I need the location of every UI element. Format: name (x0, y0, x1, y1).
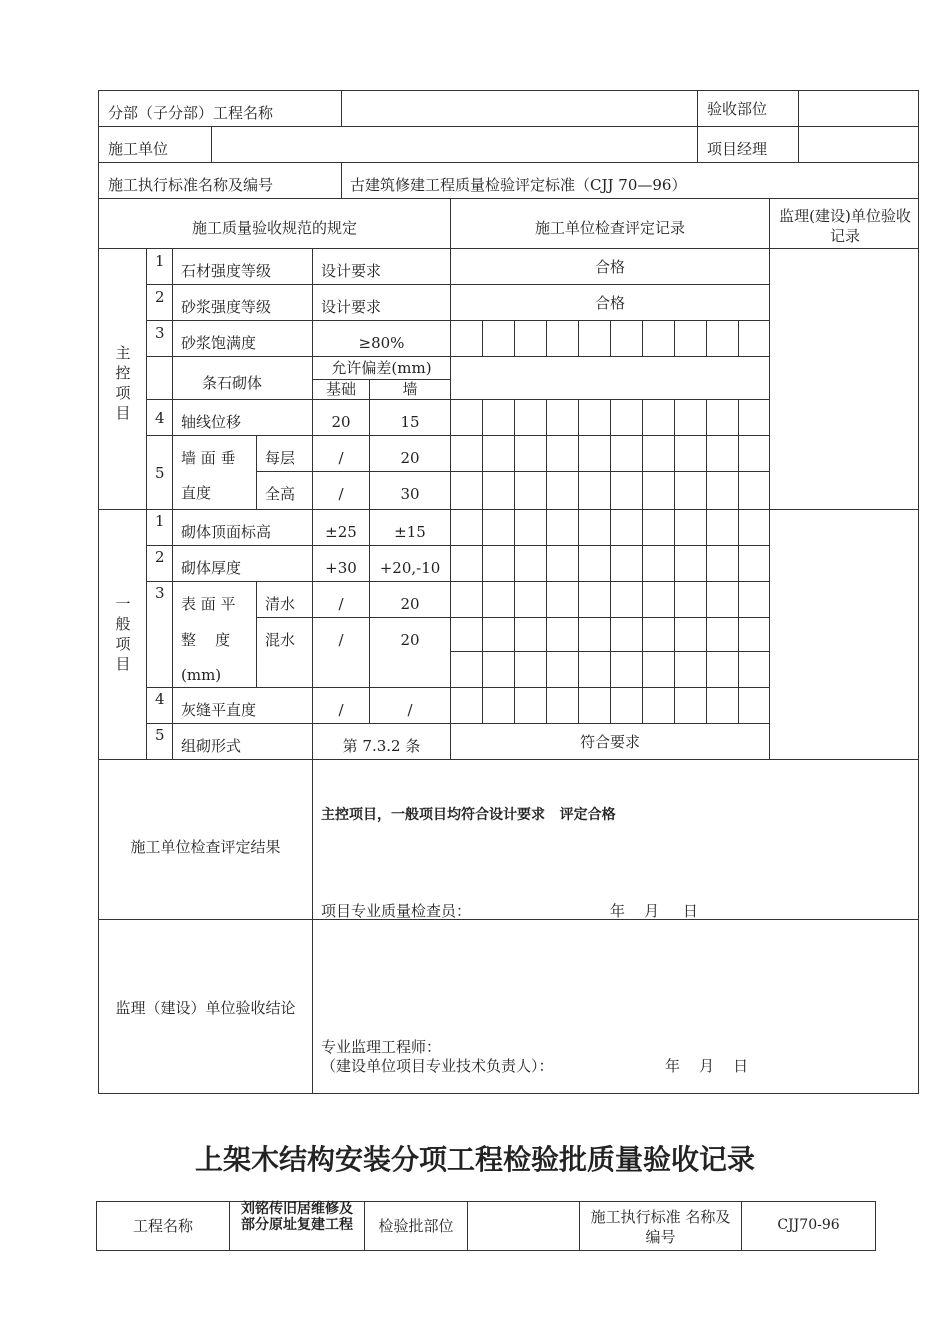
main-row-2-req: 设计要求 (321, 298, 382, 316)
measurement-cell (578, 509, 611, 546)
accept-part-value-cell (798, 90, 919, 127)
measurement-cell (674, 651, 707, 688)
measurement-cell (450, 509, 483, 546)
measurement-cell (482, 471, 515, 510)
conclusion-owner: （建设单位项目专业技术负责人）： (321, 1057, 554, 1075)
measurement-cell (514, 545, 547, 582)
measurement-cell (610, 399, 643, 436)
subdivision-value-cell (341, 90, 698, 127)
measurement-cell (482, 617, 515, 652)
general-row-1-no: 1 (155, 512, 165, 530)
measurement-cell (642, 320, 675, 357)
main-row-1-result: 合格 (594, 258, 625, 276)
main-row-3-item: 砂浆饱满度 (181, 334, 257, 352)
main-row-5-base2: / (338, 485, 344, 503)
main-row-5-sub2: 全高 (265, 485, 296, 503)
batch-part-value-cell (467, 1201, 580, 1251)
general-row-4-base: / (338, 701, 344, 719)
general-row-3-base1: / (338, 595, 344, 613)
main-row-5-sub1: 每层 (265, 449, 296, 467)
general-row-3-wall1: 20 (400, 595, 420, 613)
measurement-cell (546, 399, 579, 436)
measurement-cell (642, 471, 675, 510)
measurement-cell (482, 399, 515, 436)
general-row-2-item: 砌体厚度 (181, 559, 242, 577)
measurement-cell (642, 687, 675, 724)
measurement-cell (610, 545, 643, 582)
measurement-cell (578, 320, 611, 357)
measurement-cell (546, 435, 579, 472)
measurement-cell (514, 581, 547, 618)
measurement-cell (706, 687, 739, 724)
general-row-2-base: +30 (325, 559, 357, 577)
measurement-cell (578, 545, 611, 582)
measurement-cell (514, 320, 547, 357)
measurement-cell (482, 320, 515, 357)
standard-value: 古建筑修建工程质量检验评定标准（CJJ 70—96） (350, 176, 687, 194)
measurement-cell (642, 581, 675, 618)
measurement-cell (514, 617, 547, 652)
measurement-cell (546, 509, 579, 546)
measurement-cell (738, 509, 770, 546)
measurement-cell (450, 545, 483, 582)
conclusion-engineer: 专业监理工程师： (321, 1038, 442, 1056)
general-row-5-item: 组砌形式 (181, 737, 242, 755)
project-manager-label: 项目经理 (707, 140, 768, 158)
measurement-cell (514, 687, 547, 724)
measurement-cell (578, 651, 611, 688)
second-standard-value: CJJ70-96 (777, 1217, 840, 1233)
general-group-label: 一般项目 (115, 595, 131, 673)
measurement-cell (546, 320, 579, 357)
measurement-cell (578, 435, 611, 472)
result-text: 主控项目，一般项目均符合设计要求 评定合格 (321, 807, 616, 823)
measurement-cell (674, 320, 707, 357)
second-standard-label: 施工执行标准 名称及编号 (590, 1208, 731, 1246)
main-row-2-no: 2 (155, 288, 165, 306)
measurement-cell (706, 545, 739, 582)
measurement-cell (738, 687, 770, 724)
measurement-cell (674, 687, 707, 724)
measurement-cell (578, 581, 611, 618)
main-row-1-no: 1 (155, 252, 165, 270)
project-name-label: 工程名称 (132, 1217, 193, 1235)
main-row-4-base: 20 (331, 413, 351, 431)
measurement-cell (514, 435, 547, 472)
main-row-2-result: 合格 (594, 294, 625, 312)
main-group-label: 主控项目 (115, 344, 131, 422)
general-row-5-no: 5 (155, 726, 165, 744)
main-sub-deviation: 允许偏差(mm) (331, 359, 432, 377)
measurement-cell (674, 399, 707, 436)
measurement-cell (514, 471, 547, 510)
measurement-cell (674, 545, 707, 582)
main-supervision-cell (769, 248, 919, 510)
result-date: 年 月 日 (610, 902, 698, 920)
measurement-cell (546, 471, 579, 510)
measurement-cell (450, 651, 483, 688)
measurement-cell (482, 651, 515, 688)
measurement-cell (738, 581, 770, 618)
general-row-3-wall2: 20 (400, 631, 420, 649)
measurement-cell (578, 399, 611, 436)
main-row-5-base1: / (338, 449, 344, 467)
general-row-3-no: 3 (155, 584, 165, 602)
measurement-cell (450, 435, 483, 472)
measurement-cell (610, 509, 643, 546)
subdivision-label: 分部（子分部）工程名称 (108, 104, 274, 122)
measurement-cell (706, 581, 739, 618)
measurement-cell (450, 687, 483, 724)
general-row-2-wall: +20,-10 (379, 559, 441, 577)
measurement-cell (450, 471, 483, 510)
general-row-3-base2: / (338, 631, 344, 649)
measurement-cell (546, 651, 579, 688)
record-header: 施工单位检查评定记录 (534, 219, 685, 237)
measurement-cell (514, 651, 547, 688)
construction-unit-value-cell (211, 126, 698, 163)
general-row-2-no: 2 (155, 548, 165, 566)
general-supervision-cell (769, 509, 919, 760)
main-row-3-no: 3 (155, 324, 165, 342)
measurement-cell (482, 435, 515, 472)
measurement-cell (514, 399, 547, 436)
measurement-cell (610, 581, 643, 618)
measurement-cell (706, 320, 739, 357)
measurement-cell (738, 617, 770, 652)
measurement-cell (610, 320, 643, 357)
measurement-cell (450, 399, 483, 436)
general-row-4-no: 4 (155, 690, 165, 708)
measurement-cell (546, 687, 579, 724)
result-content-cell (312, 759, 919, 920)
measurement-cell (706, 651, 739, 688)
accept-part-label: 验收部位 (707, 100, 768, 118)
main-row-5-no: 5 (155, 464, 165, 482)
main-row-1-item: 石材强度等级 (181, 262, 272, 280)
general-row-1-wall: ±15 (394, 523, 426, 541)
general-row-3-item-c: (mm) (181, 666, 222, 684)
measurement-cell (738, 471, 770, 510)
general-row-1-base: ±25 (325, 523, 357, 541)
measurement-cell (514, 509, 547, 546)
measurement-cell (738, 320, 770, 357)
main-sub-item: 条石砌体 (201, 374, 262, 392)
general-row-3-item-a: 表 面 平 (181, 595, 236, 613)
general-row-3-base2-cell (312, 617, 370, 688)
project-manager-value-cell (798, 126, 919, 163)
measurement-cell (578, 687, 611, 724)
main-sub-base: 基础 (325, 380, 356, 398)
general-row-5-result: 符合要求 (579, 733, 640, 751)
measurement-cell (674, 471, 707, 510)
measurement-cell (642, 399, 675, 436)
measurement-cell (642, 545, 675, 582)
measurement-cell (706, 617, 739, 652)
measurement-cell (674, 435, 707, 472)
result-inspector: 项目专业质量检查员： (321, 902, 472, 920)
second-form-title: 上架木结构安装分项工程检验批质量验收记录 (194, 1143, 755, 1176)
measurement-cell (706, 435, 739, 472)
measurement-cell (610, 617, 643, 652)
measurement-cell (738, 545, 770, 582)
measurement-cell (642, 617, 675, 652)
measurement-cell (578, 471, 611, 510)
measurement-cell (642, 651, 675, 688)
measurement-cell (610, 651, 643, 688)
result-label: 施工单位检查评定结果 (130, 838, 281, 856)
measurement-cell (674, 581, 707, 618)
general-row-4-item: 灰缝平直度 (181, 701, 257, 719)
measurement-cell (674, 509, 707, 546)
supervision-header: 监理(建设)单位验收记录 (779, 207, 911, 245)
main-row-1-req: 设计要求 (321, 262, 382, 280)
measurement-cell (482, 509, 515, 546)
measurement-cell (706, 509, 739, 546)
general-row-3-item-b: 整 度 (181, 631, 231, 649)
measurement-cell (610, 471, 643, 510)
measurement-cell (546, 617, 579, 652)
construction-unit-label: 施工单位 (108, 140, 169, 158)
measurement-cell (674, 617, 707, 652)
main-sub-wall: 墙 (402, 380, 418, 398)
main-row-4-wall: 15 (400, 413, 420, 431)
general-row-5-req: 第 7.3.2 条 (342, 737, 421, 755)
measurement-cell (706, 399, 739, 436)
spec-header: 施工质量验收规范的规定 (191, 219, 357, 237)
measurement-cell (642, 435, 675, 472)
measurement-cell (642, 509, 675, 546)
main-row-5-wall2: 30 (400, 485, 420, 503)
measurement-cell (450, 581, 483, 618)
main-row-2-item: 砂浆强度等级 (181, 298, 272, 316)
main-row-5-item-b: 直度 (181, 484, 212, 502)
measurement-cell (482, 581, 515, 618)
measurement-cell (546, 581, 579, 618)
main-row-4-no: 4 (155, 409, 165, 427)
measurement-cell (610, 435, 643, 472)
general-row-3-sub2-cell (256, 617, 313, 688)
measurement-cell (738, 651, 770, 688)
general-row-3-sub2: 混水 (265, 631, 296, 649)
measurement-cell (450, 320, 483, 357)
conclusion-date: 年 月 日 (665, 1057, 749, 1075)
measurement-cell (578, 617, 611, 652)
general-row-4-wall: / (407, 701, 413, 719)
main-row-5-item-a: 墙 面 垂 (181, 449, 236, 467)
measurement-cell (738, 399, 770, 436)
measurement-cell (610, 687, 643, 724)
measurement-cell (706, 471, 739, 510)
main-row-4-item: 轴线位移 (181, 413, 242, 431)
general-row-3-wall2-cell (369, 617, 451, 688)
main-sub-no-cell (146, 356, 173, 400)
measurement-cell (482, 687, 515, 724)
main-sub-record-cell (450, 356, 770, 400)
general-row-1-item: 砌体顶面标高 (181, 523, 272, 541)
measurement-cell (482, 545, 515, 582)
measurement-cell (546, 545, 579, 582)
measurement-cell (450, 617, 483, 652)
general-row-3-sub1: 清水 (265, 595, 296, 613)
main-row-3-req: ≥80% (358, 334, 405, 352)
project-name-value: 刘铭传旧居维修及部分原址复建工程 (241, 1201, 353, 1233)
conclusion-label: 监理（建设）单位验收结论 (115, 999, 296, 1017)
standard-label: 施工执行标准名称及编号 (108, 176, 274, 194)
measurement-cell (738, 435, 770, 472)
batch-part-label: 检验批部位 (378, 1217, 454, 1235)
main-row-5-wall1: 20 (400, 449, 420, 467)
